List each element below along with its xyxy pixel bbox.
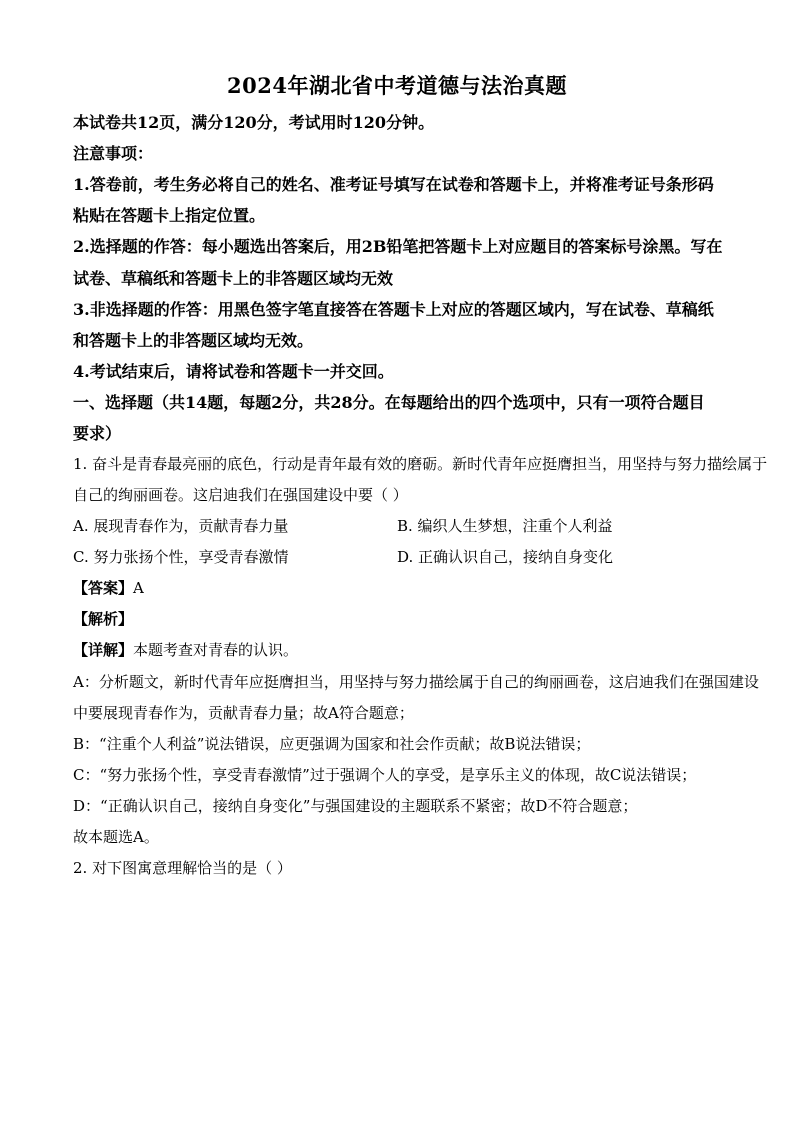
question-stem: 2. 对下图寓意理解恰当的是（ ） (73, 859, 292, 877)
note-line: 粘贴在答题卡上指定位置。 (73, 206, 266, 225)
section-heading-cont: 要求） (73, 424, 122, 443)
explanation-line: D：“正确认识自己，接纳自身变化”与强国建设的主题联系不紧密；故D不符合题意； (73, 797, 638, 815)
option-a: A. 展现青春作为，贡献青春力量 (73, 517, 289, 535)
detail-text: 本题考查对青春的认识。 (133, 641, 299, 659)
answer-line (73, 577, 144, 598)
explanation-line: A：分析题文，新时代青年应挺膺担当，用坚持与努力描绘属于自己的绚丽画卷，这启迪我们在强国建设 (73, 673, 759, 691)
explanation-line: C：“努力张扬个性，享受青春激情”过于强调个人的享受，是享乐主义的体现，故C说法错误； (73, 766, 697, 784)
note-line: 1.答卷前，考生务必将自己的姓名、准考证号填写在试卷和答题卡上，并将准考证号条形码 (73, 175, 714, 194)
note-line: 试卷、草稿纸和答题卡上的非答题区域均无效 (73, 269, 394, 288)
explanation-line: B：“注重个人利益”说法错误，应更强调为国家和社会作贡献；故B说法错误； (73, 735, 591, 753)
explanation-line: 中要展现青春作为，贡献青春力量；故A符合题意； (73, 704, 414, 722)
page-title: 2024年湖北省中考道德与法治真题 (227, 73, 567, 98)
answer-tag: 【答案】 (73, 579, 134, 597)
detail-line (73, 639, 298, 660)
option-c: C. 努力张扬个性，享受青春激情 (73, 548, 289, 566)
analysis-line (73, 608, 133, 629)
option-d: D. 正确认识自己，接纳自身变化 (397, 548, 614, 566)
section-heading: 一、选择题（共14题，每题2分，共28分。在每题给出的四个选项中，只有一项符合题目 (73, 393, 705, 412)
note-line: 3.非选择题的作答：用黑色签字笔直接答在答题卡上对应的答题区域内，写在试卷、草稿纸 (73, 300, 714, 319)
notice-heading: 注意事项： (73, 144, 154, 163)
analysis-tag: 【解析】 (73, 610, 134, 628)
question-stem-cont: 自己的绚丽画卷。这启迪我们在强国建设中要（ ） (73, 486, 408, 504)
note-line: 和答题卡上的非答题区域均无效。 (73, 331, 314, 350)
option-b: B. 编织人生梦想，注重个人利益 (397, 517, 613, 535)
answer-value: A (133, 579, 144, 597)
note-line: 4.考试结束后，请将试卷和答题卡一并交回。 (73, 362, 394, 381)
explanation-line: 故本题选A。 (73, 828, 159, 846)
question-stem: 1. 奋斗是青春最亮丽的底色，行动是青年最有效的磨砺。新时代青年应挺膺担当，用坚持与努力描绘属于 (73, 455, 768, 473)
detail-tag: 【详解】 (73, 641, 134, 659)
exam-summary: 本试卷共12页，满分120分，考试用时120分钟。 (73, 113, 435, 132)
note-line: 2.选择题的作答：每小题选出答案后，用2B铅笔把答题卡上对应题目的答案标号涂黑。写在 (73, 237, 723, 256)
